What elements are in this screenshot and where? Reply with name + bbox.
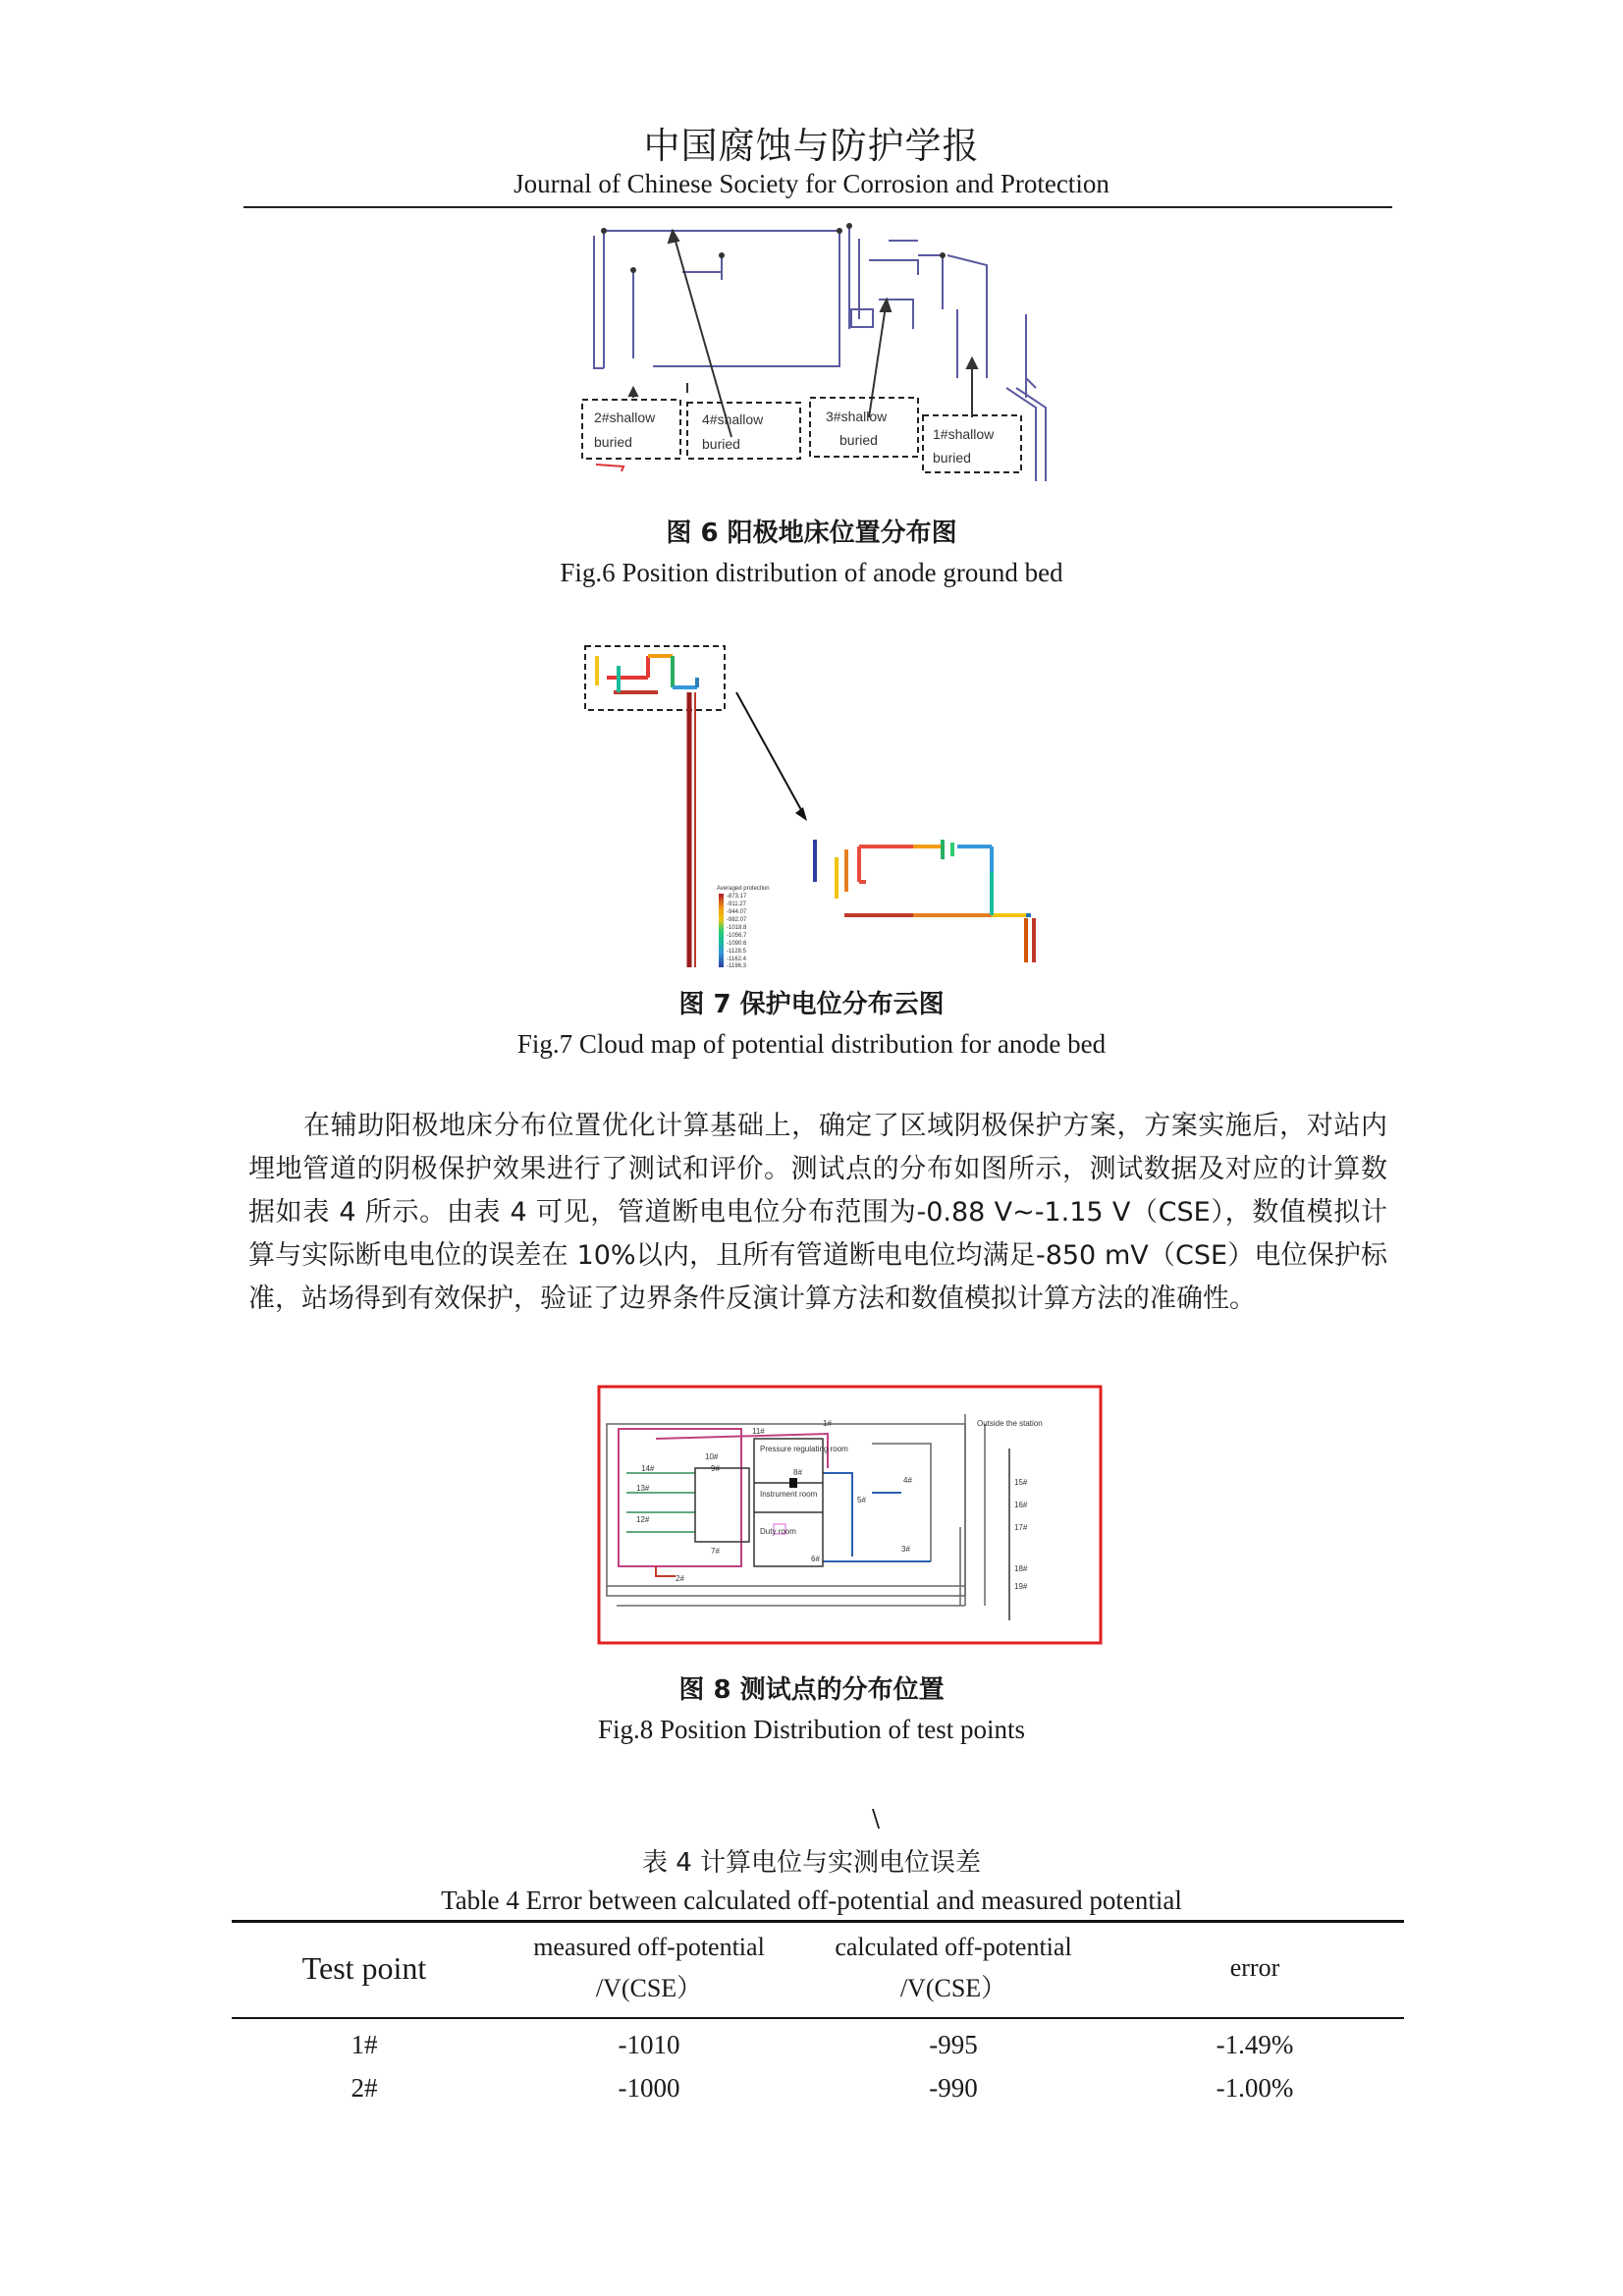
table-4-caption-en: Table 4 Error between calculated off-potential and measured potential bbox=[441, 1886, 1182, 1915]
test-point-label: 3# bbox=[901, 1545, 910, 1554]
test-point-label: 1# bbox=[823, 1419, 832, 1428]
test-point-label: 17# bbox=[1014, 1523, 1028, 1532]
table-row bbox=[232, 2018, 1404, 2066]
table-header-row bbox=[232, 1922, 1404, 2019]
test-point-label: 19# bbox=[1014, 1582, 1028, 1591]
label-1-shallow-l1: 1#shallow bbox=[933, 426, 995, 442]
col-error: error bbox=[1106, 1922, 1404, 2019]
cell-error: -1.00% bbox=[1216, 2072, 1294, 2103]
test-point-label: 8# bbox=[793, 1468, 802, 1477]
cell-point: 2# bbox=[351, 2072, 378, 2103]
legend-value: -911.27 bbox=[727, 902, 746, 907]
col-calculated bbox=[801, 1922, 1106, 2019]
test-point-label: 5# bbox=[857, 1496, 866, 1504]
test-point-label: 16# bbox=[1014, 1501, 1028, 1509]
label-3-shallow-l1: 3#shallow bbox=[826, 409, 888, 424]
room-pressure: Pressure regulating room bbox=[760, 1445, 848, 1453]
legend-colorbar bbox=[719, 894, 724, 967]
legend-value: -1128.5 bbox=[727, 949, 746, 955]
legend-title: Averaged protection bbox=[717, 886, 770, 892]
cell-calculated: -995 bbox=[929, 2029, 978, 2059]
figure-6-caption-cn: 图 6 阳极地床位置分布图 bbox=[666, 519, 957, 548]
test-point-label: 12# bbox=[636, 1515, 650, 1524]
col-measured-line2: /V(CSE） bbox=[595, 1974, 703, 2002]
figure-8-test-points-map bbox=[597, 1385, 1103, 1645]
legend-value: -1090.6 bbox=[727, 941, 747, 947]
figure-8-caption-en: Fig.8 Position Distribution of test points bbox=[597, 1715, 1026, 1744]
legend-value: -1162.4 bbox=[727, 957, 746, 962]
room-duty: Duty room bbox=[760, 1527, 796, 1536]
legend-value: -944.07 bbox=[727, 909, 747, 915]
figure-6-caption-en: Fig.6 Position distribution of anode ground bed bbox=[560, 558, 1063, 587]
label-1-shallow-l2: buried bbox=[933, 450, 971, 465]
label-3-shallow-l2: buried bbox=[839, 432, 878, 448]
figure-7-caption-cn: 图 7 保护电位分布云图 bbox=[678, 990, 945, 1019]
label-2-shallow-l2: buried bbox=[594, 434, 632, 450]
legend-value: -1196.3 bbox=[727, 963, 746, 967]
header-rule bbox=[243, 206, 1392, 208]
table-row bbox=[232, 2066, 1404, 2109]
test-point-label: 10# bbox=[705, 1452, 719, 1461]
journal-title-en: Journal of Chinese Society for Corrosion and Protection bbox=[514, 169, 1109, 198]
test-point-label: 9# bbox=[711, 1464, 720, 1473]
test-point-label: 2# bbox=[676, 1574, 684, 1583]
test-point-label: 18# bbox=[1014, 1564, 1028, 1573]
table-4 bbox=[232, 1920, 1404, 2109]
test-point-label: 13# bbox=[636, 1484, 650, 1493]
col-measured-line1: measured off-potential bbox=[533, 1933, 765, 1961]
label-2-shallow-l1: 2#shallow bbox=[594, 410, 656, 425]
legend-value: -982.07 bbox=[727, 917, 747, 923]
label-4-shallow-l1: 4#shallow bbox=[702, 411, 764, 427]
legend-value: -1056.7 bbox=[727, 933, 747, 939]
test-point-label: 14# bbox=[641, 1464, 655, 1473]
outside-station-label: Outside the station bbox=[977, 1419, 1043, 1428]
figure-7-cloud-map bbox=[579, 638, 1070, 967]
legend-value: -873.17 bbox=[727, 894, 747, 900]
body-text: 在辅助阳极地床分布位置优化计算基础上，确定了区域阴极保护方案，方案实施后，对站内埋地管道的阴极保护效果进行了测试和评价。测试点的分布如图所示，测试数据及对应的计算数据如表 4 所示。由表 4 可见，管道断电电位分布范围为-0.88 V~-1.15 V（CSE），数值模拟计算与实际断电电位的误差在 10%以内，且所有管道断电电位均满足-850 mV（CSE）电位保护标准，站场得到有效保护，验证了边界条件反演计算方法和数值模拟计算方法的准确性。 bbox=[248, 1111, 1387, 1314]
stray-backslash: \ bbox=[872, 1805, 881, 1832]
col-calculated-line2: /V(CSE） bbox=[899, 1974, 1007, 2002]
cell-calculated: -990 bbox=[929, 2072, 978, 2103]
legend-value: -1018.8 bbox=[727, 925, 747, 931]
col-test-point: Test point bbox=[232, 1922, 497, 2019]
journal-title-cn: 中国腐蚀与防护学报 bbox=[643, 125, 980, 167]
cell-point: 1# bbox=[351, 2029, 378, 2059]
label-4-shallow-l2: buried bbox=[702, 436, 740, 452]
cell-error: -1.49% bbox=[1216, 2029, 1294, 2059]
cell-measured: -1010 bbox=[618, 2029, 680, 2059]
test-point-label: 7# bbox=[711, 1547, 720, 1556]
col-calculated-line1: calculated off-potential bbox=[835, 1933, 1072, 1961]
test-point-label: 6# bbox=[811, 1555, 820, 1563]
test-point-label: 4# bbox=[903, 1476, 912, 1485]
cell-measured: -1000 bbox=[618, 2072, 680, 2103]
figure-8-caption-cn: 图 8 测试点的分布位置 bbox=[678, 1675, 945, 1705]
table-4-caption-cn: 表 4 计算电位与实测电位误差 bbox=[641, 1848, 982, 1878]
test-point-label: 11# bbox=[752, 1427, 765, 1436]
col-measured bbox=[497, 1922, 801, 2019]
body-paragraph bbox=[248, 1105, 1387, 1321]
figure-7-caption-en: Fig.7 Cloud map of potential distribution for anode bed bbox=[516, 1029, 1107, 1059]
figure-6-diagram bbox=[574, 221, 1055, 486]
test-point-label: 15# bbox=[1014, 1478, 1028, 1487]
room-instrument: Instrument room bbox=[760, 1490, 818, 1499]
